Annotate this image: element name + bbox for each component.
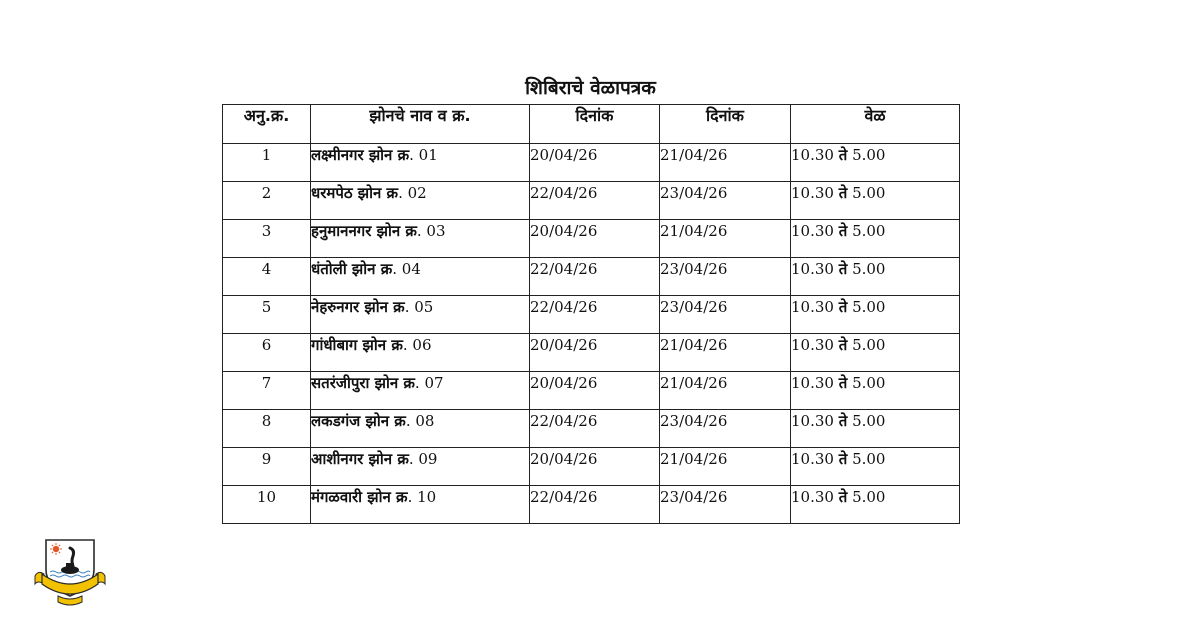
- serial-number-cell: 7: [223, 372, 311, 410]
- time-separator: ते: [838, 260, 848, 278]
- zone-number-text: . 10: [407, 488, 437, 506]
- time-from: 10.30: [791, 412, 834, 430]
- table-row: [223, 144, 960, 182]
- table-row: [223, 410, 960, 448]
- zone-name-cell: [311, 334, 530, 372]
- start-date-cell: 22/04/26: [530, 486, 660, 524]
- time-separator: ते: [838, 450, 848, 468]
- table-row: [223, 334, 960, 372]
- table-row: [223, 258, 960, 296]
- start-date-cell: 20/04/26: [530, 144, 660, 182]
- zone-number-text: . 06: [402, 336, 432, 354]
- zone-name-cell: [311, 372, 530, 410]
- end-date-cell: 21/04/26: [660, 334, 791, 372]
- time-from: 10.30: [791, 374, 834, 392]
- time-cell: [791, 258, 960, 296]
- header-end-date: दिनांक: [660, 105, 791, 144]
- serial-number-cell: 8: [223, 410, 311, 448]
- time-separator: ते: [838, 336, 848, 354]
- zone-name-cell: [311, 486, 530, 524]
- zone-name-text: लक्ष्मीनगर झोन क्र: [311, 146, 410, 164]
- zone-name-text: मंगळवारी झोन क्र: [311, 488, 408, 506]
- zone-number-text: . 08: [405, 412, 435, 430]
- schedule-table: [222, 104, 960, 524]
- serial-number-cell: 5: [223, 296, 311, 334]
- start-date-cell: 20/04/26: [530, 372, 660, 410]
- time-separator: ते: [838, 222, 848, 240]
- time-from: 10.30: [791, 260, 834, 278]
- end-date-cell: 23/04/26: [660, 486, 791, 524]
- end-date-cell: 23/04/26: [660, 182, 791, 220]
- zone-number-text: . 01: [409, 146, 438, 164]
- header-serial-number: अनु.क्र.: [223, 105, 311, 144]
- table-row: [223, 372, 960, 410]
- end-date-cell: 21/04/26: [660, 448, 791, 486]
- header-time: वेळ: [791, 105, 960, 144]
- time-to: 5.00: [852, 450, 886, 468]
- start-date-cell: 22/04/26: [530, 182, 660, 220]
- time-cell: [791, 182, 960, 220]
- serial-number-cell: 6: [223, 334, 311, 372]
- table-row: [223, 220, 960, 258]
- end-date-cell: 23/04/26: [660, 410, 791, 448]
- zone-name-text: गांधीबाग झोन क्र: [311, 336, 403, 354]
- header-start-date: दिनांक: [530, 105, 660, 144]
- table-header-row: [223, 105, 960, 144]
- table-row: [223, 182, 960, 220]
- serial-number-cell: 10: [223, 486, 311, 524]
- time-from: 10.30: [791, 336, 834, 354]
- serial-number-cell: 9: [223, 448, 311, 486]
- end-date-cell: 23/04/26: [660, 258, 791, 296]
- zone-number-text: . 07: [414, 374, 444, 392]
- serial-number-cell: 3: [223, 220, 311, 258]
- time-from: 10.30: [791, 450, 834, 468]
- start-date-cell: 22/04/26: [530, 258, 660, 296]
- header-zone-name: झोनचे नाव व क्र.: [311, 105, 530, 144]
- start-date-cell: 22/04/26: [530, 410, 660, 448]
- time-to: 5.00: [852, 374, 886, 392]
- page-title: शिबिराचे वेळापत्रक: [525, 77, 656, 99]
- zone-name-cell: [311, 258, 530, 296]
- zone-name-cell: [311, 144, 530, 182]
- time-to: 5.00: [852, 298, 886, 316]
- time-to: 5.00: [852, 412, 886, 430]
- zone-number-text: . 04: [392, 260, 421, 278]
- time-separator: ते: [838, 412, 848, 430]
- time-from: 10.30: [791, 222, 834, 240]
- time-to: 5.00: [852, 260, 886, 278]
- time-cell: [791, 296, 960, 334]
- time-cell: [791, 372, 960, 410]
- zone-number-text: . 02: [398, 184, 427, 202]
- end-date-cell: 23/04/26: [660, 296, 791, 334]
- zone-name-text: नेहरुनगर झोन क्र: [311, 298, 405, 316]
- end-date-cell: 21/04/26: [660, 144, 791, 182]
- time-from: 10.30: [791, 298, 834, 316]
- time-cell: [791, 448, 960, 486]
- end-date-cell: 21/04/26: [660, 372, 791, 410]
- time-cell: [791, 486, 960, 524]
- zone-name-text: हनुमाननगर झोन क्र: [311, 222, 417, 240]
- start-date-cell: 20/04/26: [530, 220, 660, 258]
- zone-name-text: धंतोली झोन क्र: [311, 260, 393, 278]
- zone-name-cell: [311, 410, 530, 448]
- end-date-cell: 21/04/26: [660, 220, 791, 258]
- serial-number-cell: 4: [223, 258, 311, 296]
- time-from: 10.30: [791, 184, 834, 202]
- zone-name-text: धरमपेठ झोन क्र: [311, 184, 399, 202]
- zone-name-text: सतरंजीपुरा झोन क्र: [311, 374, 415, 392]
- start-date-cell: 20/04/26: [530, 448, 660, 486]
- time-to: 5.00: [852, 488, 886, 506]
- time-separator: ते: [838, 184, 848, 202]
- zone-name-cell: [311, 448, 530, 486]
- time-from: 10.30: [791, 146, 834, 164]
- table-row: [223, 486, 960, 524]
- zone-name-text: आशीनगर झोन क्र: [311, 450, 409, 468]
- time-to: 5.00: [852, 184, 886, 202]
- start-date-cell: 20/04/26: [530, 334, 660, 372]
- time-separator: ते: [838, 298, 848, 316]
- serial-number-cell: 1: [223, 144, 311, 182]
- zone-name-text: लकडगंज झोन क्र: [311, 412, 406, 430]
- serial-number-cell: 2: [223, 182, 311, 220]
- time-separator: ते: [838, 146, 848, 164]
- time-cell: [791, 220, 960, 258]
- time-cell: [791, 144, 960, 182]
- time-to: 5.00: [852, 336, 886, 354]
- zone-number-text: . 03: [416, 222, 446, 240]
- start-date-cell: 22/04/26: [530, 296, 660, 334]
- zone-number-text: . 09: [408, 450, 438, 468]
- zone-name-cell: [311, 220, 530, 258]
- time-from: 10.30: [791, 488, 834, 506]
- zone-name-cell: [311, 296, 530, 334]
- zone-name-cell: [311, 182, 530, 220]
- time-separator: ते: [838, 374, 848, 392]
- time-separator: ते: [838, 488, 848, 506]
- table-row: [223, 296, 960, 334]
- municipal-emblem-logo: [32, 536, 108, 608]
- table-row: [223, 448, 960, 486]
- time-to: 5.00: [852, 222, 886, 240]
- zone-number-text: . 05: [404, 298, 434, 316]
- time-cell: [791, 410, 960, 448]
- time-cell: [791, 334, 960, 372]
- time-to: 5.00: [852, 146, 886, 164]
